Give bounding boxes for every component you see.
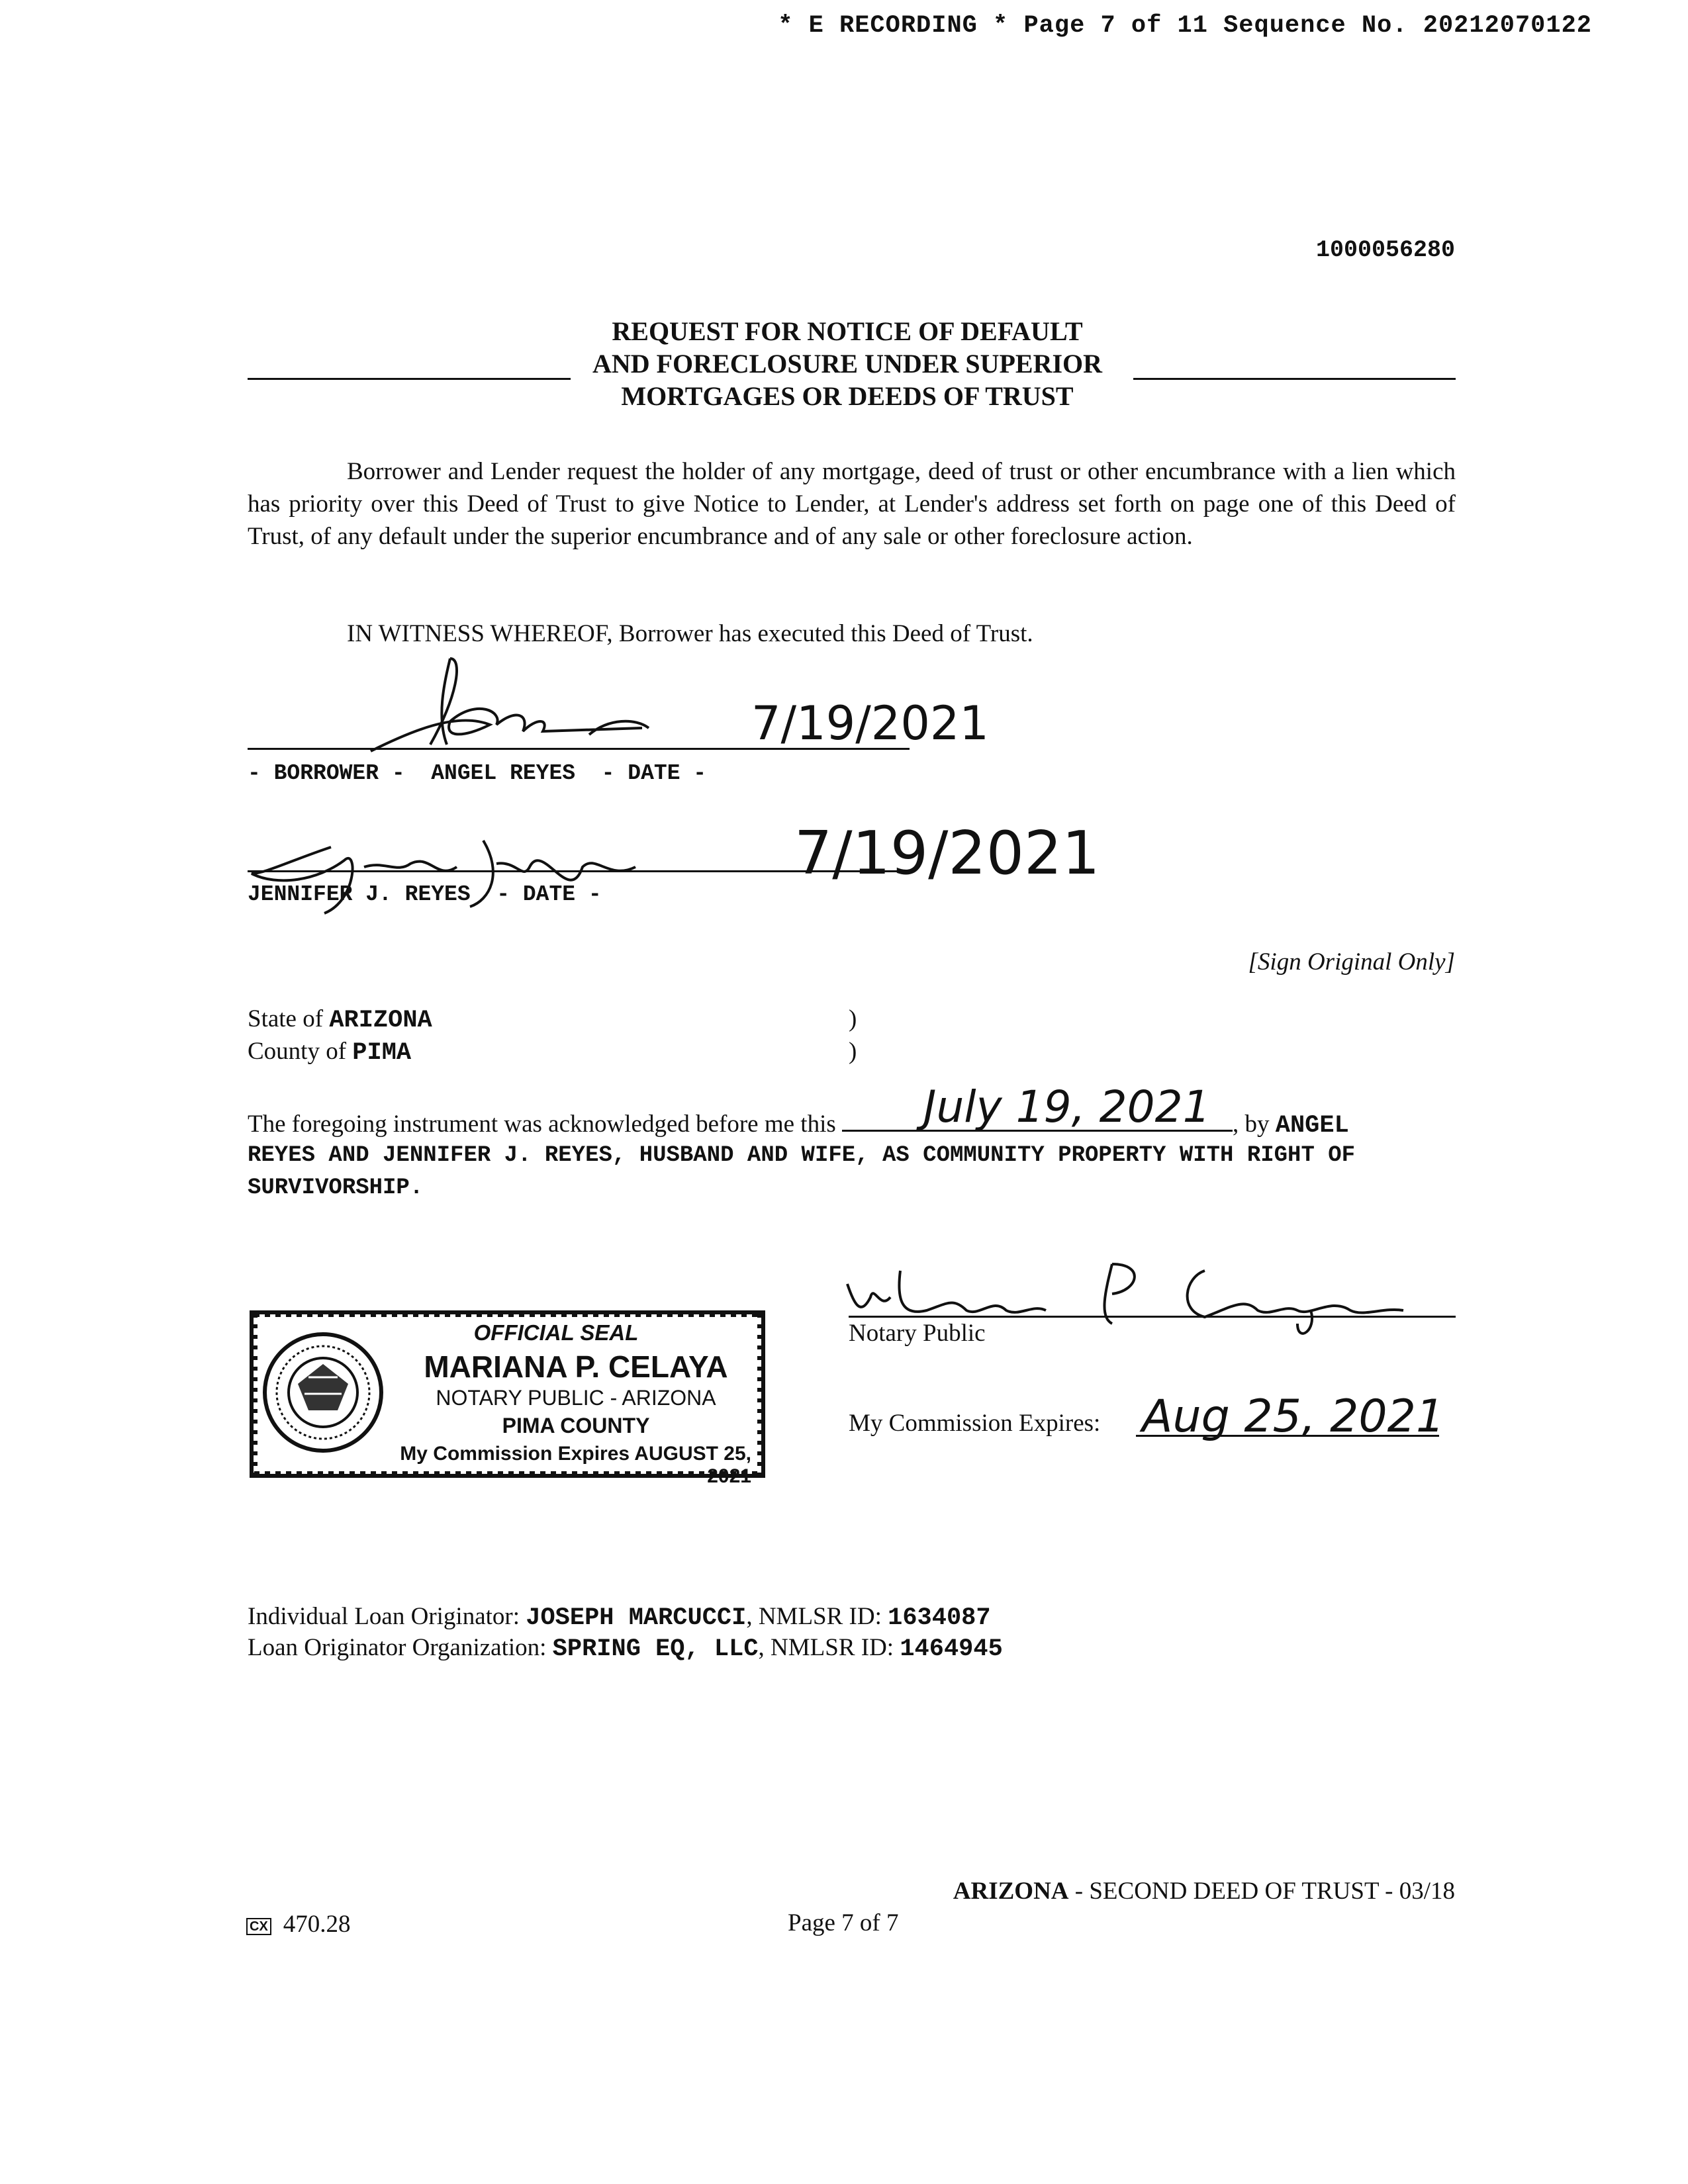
county-label: County of: [248, 1038, 347, 1065]
title-line-3: MORTGAGES OR DEEDS OF TRUST: [621, 381, 1074, 411]
seal-expiration: My Commission Expires AUGUST 25, 2021: [400, 1443, 751, 1487]
organization-nmlsr-label: , NMLSR ID:: [758, 1634, 894, 1661]
acknowledgment-by: , by: [1233, 1111, 1270, 1138]
borrower1-caption: - BORROWER - ANGEL REYES - DATE -: [248, 761, 707, 786]
commission-date-text: Aug 25, 2021: [1142, 1390, 1445, 1443]
borrower2-handwritten-date: 7/19/2021: [794, 819, 1100, 888]
individual-nmlsr-id: 1634087: [888, 1604, 991, 1632]
organization-label: Loan Originator Organization:: [248, 1634, 547, 1661]
notary-public-label: Notary Public: [849, 1320, 986, 1347]
notary-signature-line: [849, 1316, 1456, 1318]
footer-form-title: [0, 1877, 1455, 1905]
form-cx-icon: CX: [246, 1918, 271, 1935]
venue-paren-2: ): [849, 1038, 857, 1065]
acknowledgment-names: REYES AND JENNIFER J. REYES, HUSBAND AND WIFE, AS COMMUNITY PROPERTY WITH RIGHT OF SURVIVORSHIP.: [248, 1143, 1356, 1201]
footer-page-number: Page 7 of 7: [788, 1909, 899, 1936]
sign-original-note: [Sign Original Only]: [1248, 948, 1455, 976]
title-line-2: AND FORECLOSURE UNDER SUPERIOR: [592, 349, 1103, 379]
title-rule-left: [248, 378, 571, 380]
organization-nmlsr-id: 1464945: [900, 1635, 1003, 1663]
loan-number: 1000056280: [1315, 237, 1455, 263]
borrower1-handwritten-date: 7/19/2021: [751, 696, 989, 751]
borrower1-signature-line: [248, 748, 910, 750]
acknowledgment-date-text: July 19, 2021: [923, 1081, 1211, 1132]
commission-label: My Commission Expires:: [849, 1410, 1101, 1437]
state-line: [248, 1005, 432, 1034]
acknowledgment-lead: The foregoing instrument was acknowledged before me this: [248, 1111, 836, 1138]
seal-title: OFFICIAL SEAL: [473, 1320, 639, 1345]
request-paragraph: Borrower and Lender request the holder of any mortgage, deed of trust or other encumbrance with a lien which has priority over this Deed of Trust to give Notice to Lender, at Lender's address set forth on page one of this Deed of Trust, of any default under the superior encumbrance and of any sale or other foreclosure action.: [248, 458, 1456, 550]
title-rule-right: [1133, 378, 1456, 380]
individual-nmlsr-label: , NMLSR ID:: [746, 1603, 882, 1630]
county-value: PIMA: [352, 1039, 412, 1067]
borrower2-signature-line: [248, 870, 910, 872]
footer-form-number: [246, 1910, 351, 1938]
venue-paren-1: ): [849, 1005, 857, 1032]
borrower2-caption: JENNIFER J. REYES - DATE -: [248, 882, 602, 907]
borrower1-signature: [331, 645, 989, 764]
organization-name: SPRING EQ, LLC: [552, 1635, 759, 1663]
commission-line: [1136, 1435, 1439, 1437]
seal-notary-name: MARIANA P. CELAYA: [424, 1349, 728, 1384]
individual-originator-label: Individual Loan Originator:: [248, 1603, 520, 1630]
state-label: State of: [248, 1005, 324, 1032]
commission-handwritten-date: [1139, 1380, 1483, 1453]
county-line: [248, 1037, 411, 1067]
title-line-1: REQUEST FOR NOTICE OF DEFAULT: [612, 316, 1083, 346]
recording-header: * E RECORDING * Page 7 of 11 Sequence No. 20212070122: [778, 12, 1592, 40]
seal-notary-role: NOTARY PUBLIC - ARIZONA: [436, 1386, 716, 1410]
individual-originator-line: [248, 1602, 991, 1632]
state-value: ARIZONA: [329, 1007, 432, 1034]
originator-organization-line: [248, 1633, 1003, 1663]
seal-county: PIMA COUNTY: [502, 1414, 650, 1437]
acknowledgment-first-name: ANGEL: [1275, 1112, 1349, 1140]
footer-state: ARIZONA: [953, 1878, 1069, 1905]
form-number-text: 470.28: [283, 1911, 351, 1938]
footer-form-title-rest: - SECOND DEED OF TRUST - 03/18: [1068, 1878, 1455, 1905]
witness-statement: IN WITNESS WHEREOF, Borrower has executed this Deed of Trust.: [347, 620, 1033, 647]
individual-originator-name: JOSEPH MARCUCCI: [526, 1604, 747, 1632]
document-title: [516, 315, 1178, 412]
acknowledgment-handwritten-date: [920, 1075, 1331, 1135]
